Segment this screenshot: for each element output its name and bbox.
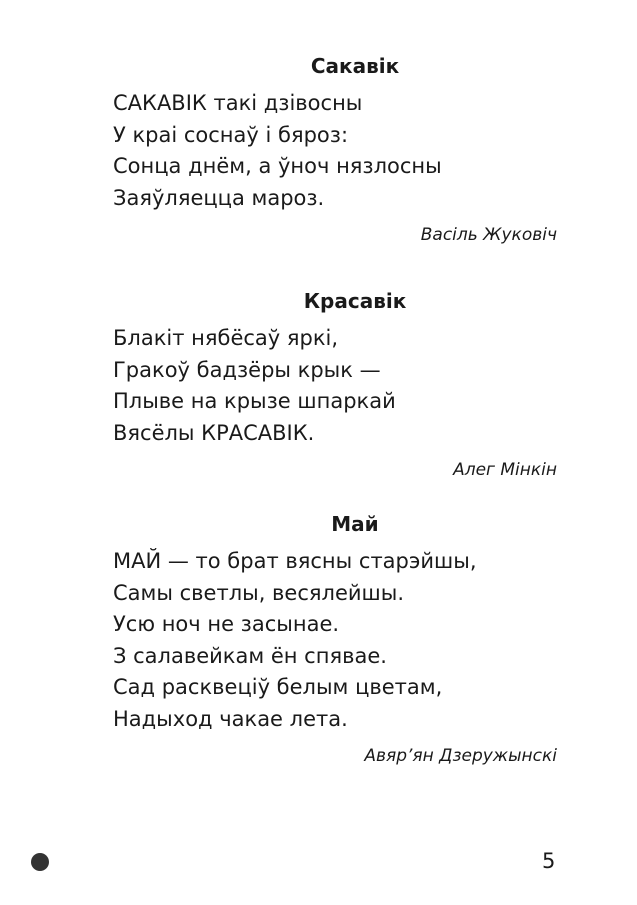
poem-line: Самы светлы, весялейшы. — [113, 580, 404, 605]
poem-line: У краі соснаў і бяроз: — [113, 122, 349, 147]
poem-title: Красавік — [303, 289, 407, 313]
poem-title: Май — [331, 512, 379, 536]
poem-author: Васіль Жуковіч — [420, 225, 557, 245]
poem-line: МАЙ — то брат вясны старэйшы, — [113, 549, 477, 573]
poem-author: Авяр’ян Дзеружынскі — [364, 746, 557, 766]
poem-line: Надыход чакае лета. — [113, 706, 348, 731]
poem-author: Алег Мінкін — [453, 460, 557, 480]
page-number: 5 — [542, 849, 556, 873]
poem-line: З салавейкам ён спявае. — [113, 643, 387, 668]
poem-line: Заяўляецца мароз. — [113, 185, 325, 210]
poem-line: Гракоў бадзёры крык — — [113, 357, 381, 382]
poem-title: Сакавік — [310, 54, 400, 78]
poem-line: Усю ноч не засынае. — [113, 612, 340, 636]
poem-sakavik — [113, 54, 557, 246]
page-marker-dot — [31, 853, 49, 871]
poem-krasavik — [113, 289, 557, 481]
poem-line: Сад расквеціў белым цветам, — [113, 675, 443, 699]
poem-line: Сонца днём, а ўноч нязлосны — [113, 154, 442, 178]
poem-line: Блакіт нябёсаў яркі, — [113, 326, 339, 350]
poem-line: САКАВІК такі дзівосны — [113, 91, 363, 115]
poem-mai — [113, 512, 557, 767]
poem-line: Плыве на крызе шпаркай — [113, 389, 396, 413]
poem-line: Вясёлы КРАСАВІК. — [113, 420, 315, 445]
